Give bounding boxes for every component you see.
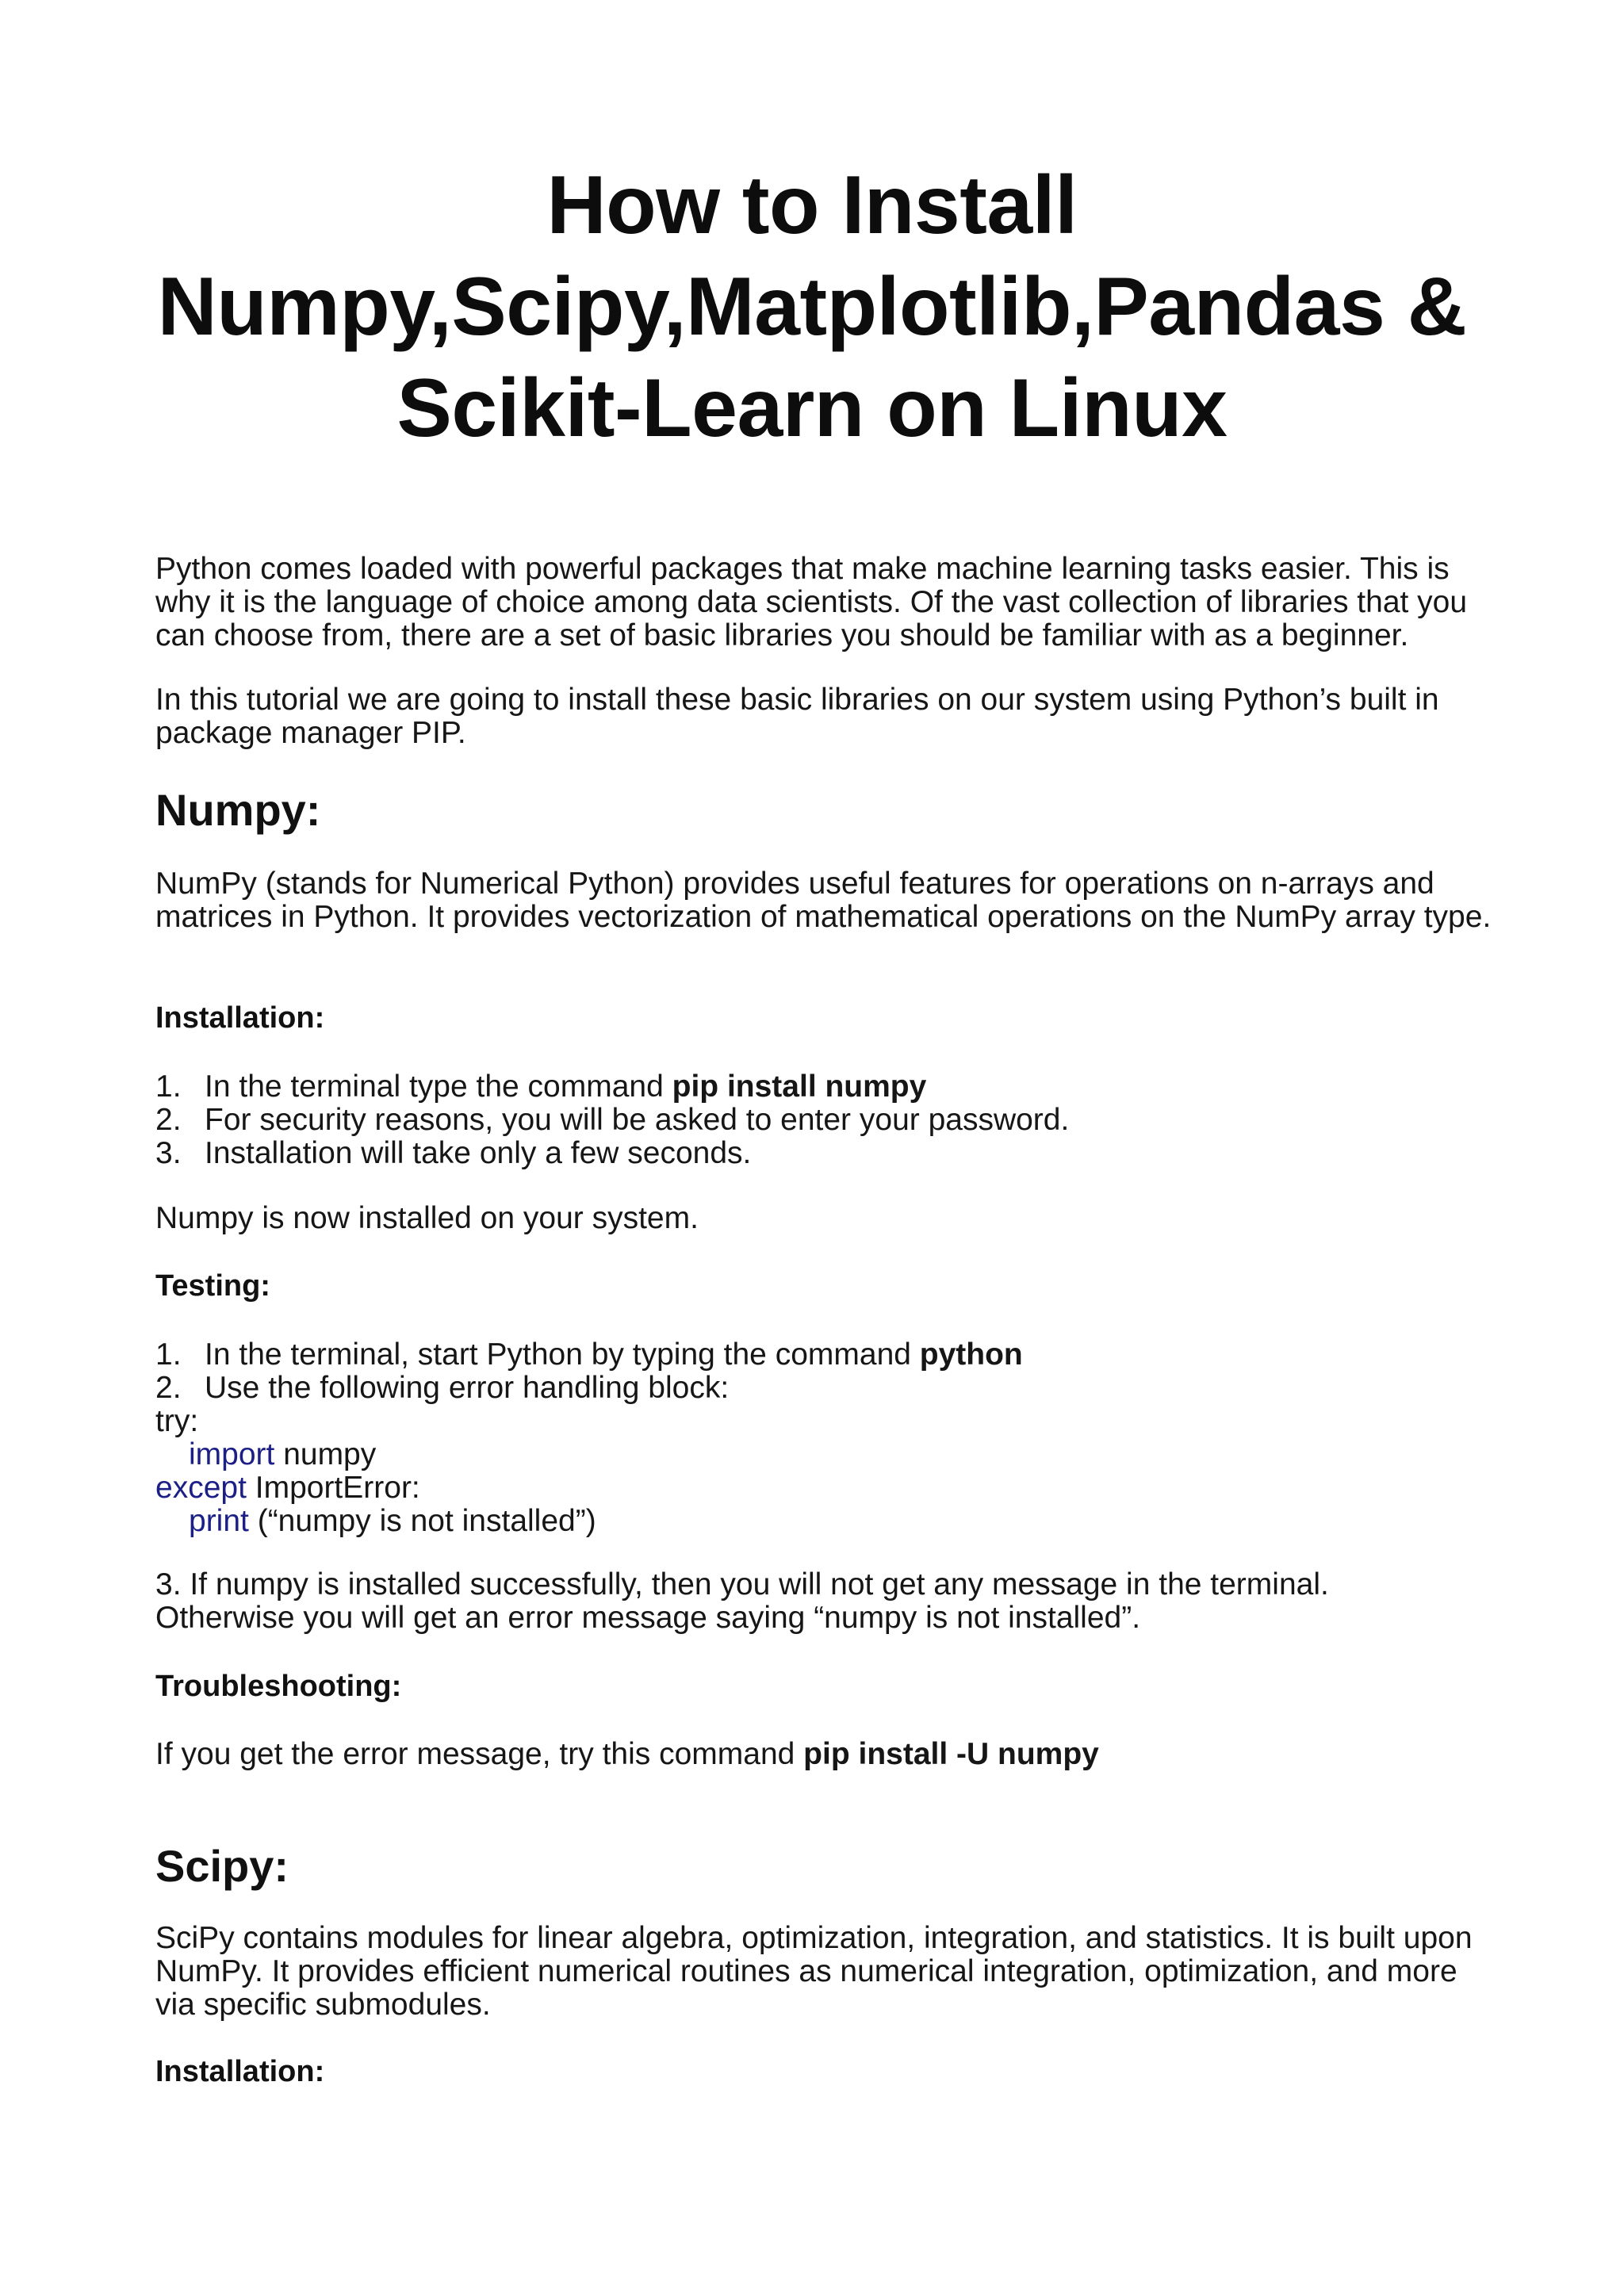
numpy-installed-note: Numpy is now installed on your system. [155, 1201, 699, 1235]
scipy-description-line: via specific submodules. [155, 1988, 491, 2022]
numpy-heading: Numpy: [155, 785, 321, 835]
intro-paragraph-1 [155, 553, 1472, 652]
scipy-description-line: NumPy. It provides efficient numerical routines as numerical integration, optimization, and more [155, 1954, 1457, 1988]
command-text: pip install -U numpy [803, 1737, 1099, 1771]
code-line-print [155, 1505, 596, 1538]
code-keyword-except: except [155, 1471, 247, 1505]
list-number: 1. [155, 1337, 182, 1372]
numpy-installation-heading: Installation: [155, 1001, 325, 1035]
list-number: 2. [155, 1103, 182, 1137]
list-item [155, 1137, 1472, 1170]
list-item-text: For security reasons, you will be asked to enter your password. [205, 1103, 1070, 1137]
numpy-test-steps [155, 1338, 1472, 1405]
intro-p1-line: Python comes loaded with powerful packages that make machine learning tasks easier. This is [155, 552, 1450, 586]
list-item [155, 1070, 1472, 1104]
numpy-troubleshooting-text [155, 1738, 1472, 1771]
command-text: pip install numpy [672, 1070, 927, 1104]
page-title [111, 155, 1513, 459]
numpy-install-steps [155, 1070, 1472, 1170]
scipy-installation-heading: Installation: [155, 2055, 325, 2088]
list-number: 3. [155, 1136, 182, 1170]
list-item-text: In the terminal, start Python by typing the command [205, 1337, 920, 1372]
intro-p1-line: why it is the language of choice among data scientists. Of the vast collection of libraries that you [155, 585, 1468, 619]
list-item [155, 1372, 1472, 1405]
code-text: ImportError: [246, 1471, 420, 1505]
troubleshooting-sentence: If you get the error message, try this command [155, 1737, 804, 1771]
result-note-line: Otherwise you will get an error message saying “numpy is not installed”. [155, 1601, 1141, 1635]
list-item-text: Use the following error handling block: [205, 1371, 730, 1405]
numpy-testing-heading: Testing: [155, 1269, 270, 1303]
title-line-2: Numpy,Scipy,Matplotlib,Pandas & [157, 261, 1467, 353]
title-line-3: Scikit-Learn on Linux [396, 362, 1228, 454]
intro-p1-line: can choose from, there are a set of basic libraries you should be familiar with as a beginner. [155, 618, 1409, 652]
list-item-text: In the terminal type the command [205, 1070, 672, 1104]
code-line-try: try: [155, 1404, 199, 1438]
code-line-import [155, 1438, 596, 1471]
list-item [155, 1104, 1472, 1137]
numpy-result-note [155, 1568, 1472, 1635]
scipy-description [155, 1922, 1472, 2022]
list-number: 2. [155, 1371, 182, 1405]
scipy-description-line: SciPy contains modules for linear algebra, optimization, integration, and statistics. It is built upon [155, 1921, 1473, 1955]
list-item-text: Installation will take only a few seconds. [205, 1136, 752, 1170]
command-text: python [919, 1337, 1023, 1372]
code-text: (“numpy is not installed”) [248, 1504, 596, 1538]
title-line-1: How to Install [546, 159, 1078, 251]
numpy-description-line: NumPy (stands for Numerical Python) provides useful features for operations on n-arrays and [155, 867, 1434, 901]
scipy-heading: Scipy: [155, 1841, 289, 1891]
list-number: 1. [155, 1070, 182, 1104]
code-block [155, 1405, 596, 1538]
code-keyword-print: print [189, 1504, 249, 1538]
code-text: numpy [274, 1437, 377, 1471]
intro-p2-line: package manager PIP. [155, 716, 466, 750]
result-note-line: 3. If numpy is installed successfully, then you will not get any message in the terminal. [155, 1567, 1329, 1601]
code-line-except [155, 1471, 596, 1505]
numpy-description [155, 867, 1492, 934]
numpy-description-line: matrices in Python. It provides vectorization of mathematical operations on the NumPy array type. [155, 900, 1492, 934]
numpy-troubleshooting-heading: Troubleshooting: [155, 1670, 402, 1703]
intro-p2-line: In this tutorial we are going to install these basic libraries on our system using Python’s built in [155, 683, 1439, 717]
code-keyword-import: import [189, 1437, 275, 1471]
list-item [155, 1338, 1472, 1372]
intro-paragraph-2 [155, 683, 1472, 750]
